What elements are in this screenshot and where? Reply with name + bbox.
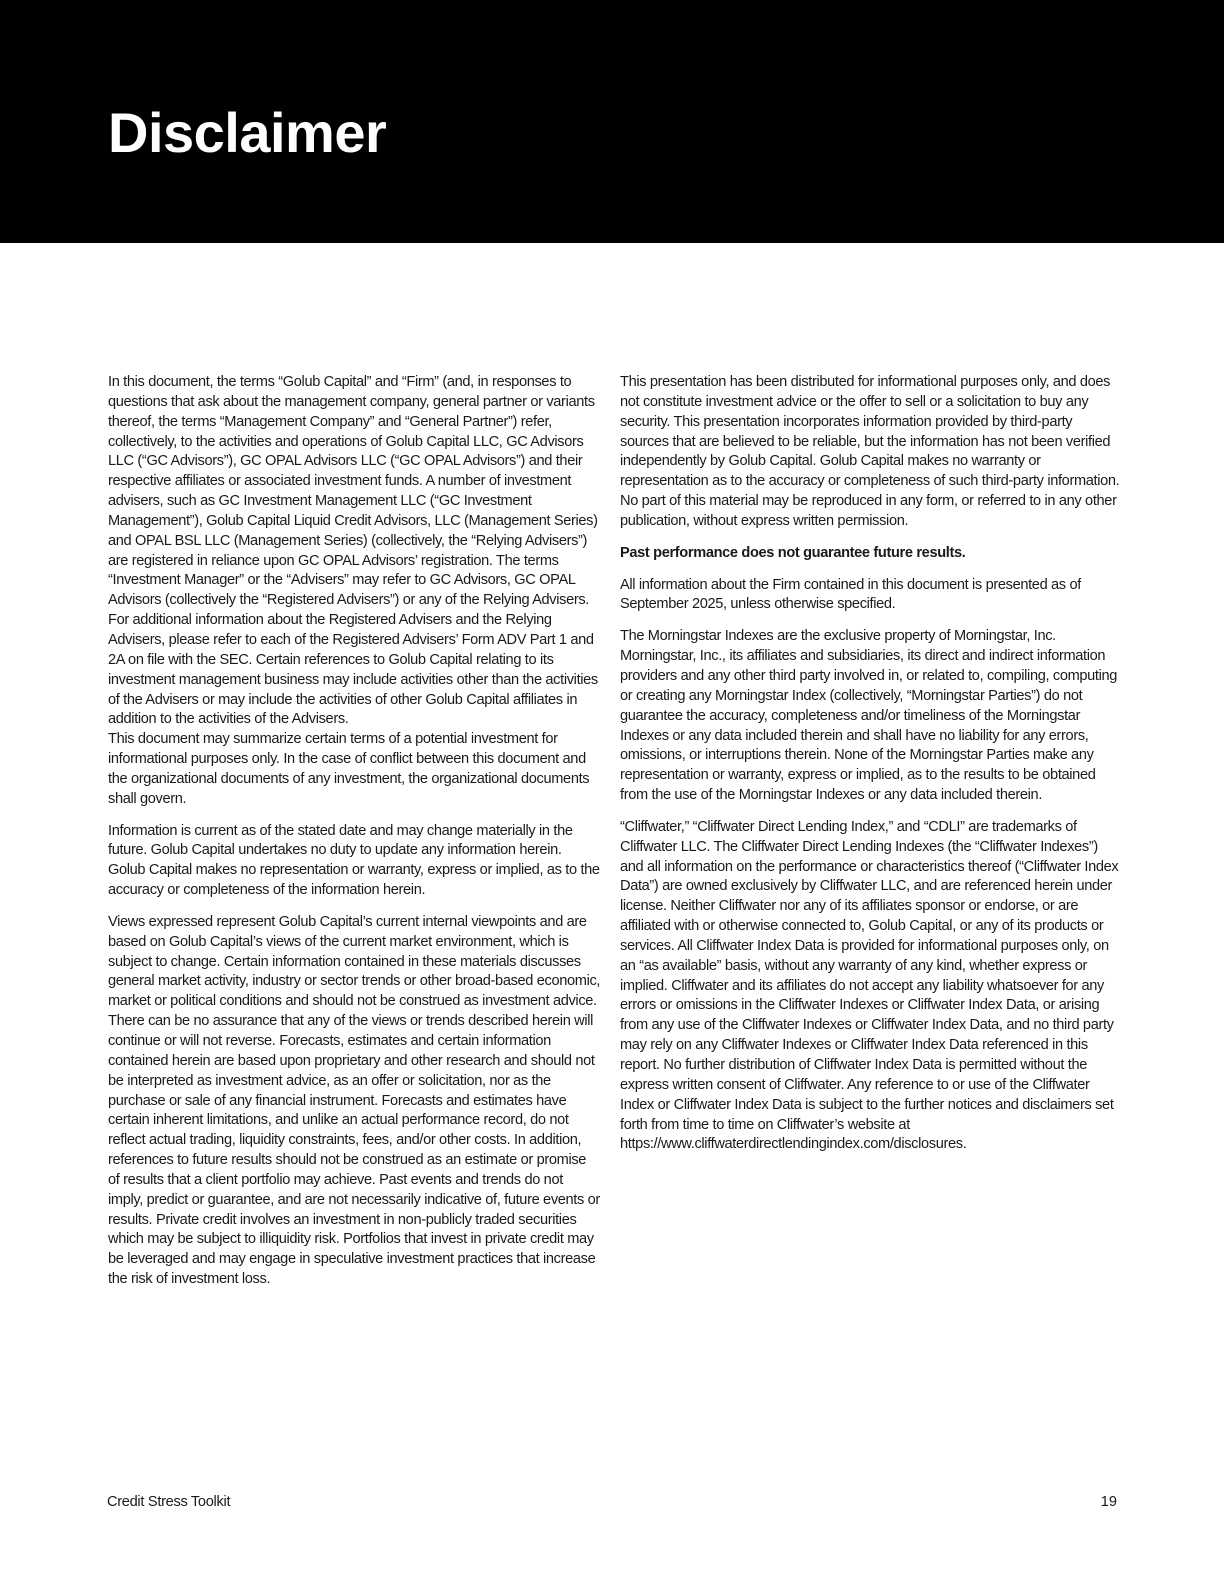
- paragraph-summary-terms: This document may summarize certain terms of a potential investment for informational purposes only. In the case of conflict between this document and the organizational documents of any investment, the organizational documents shall govern.: [108, 731, 590, 807]
- left-column: [108, 373, 601, 1302]
- paragraph-past-performance: Past performance does not guarantee future results.: [620, 544, 966, 561]
- right-column: [620, 373, 1120, 1167]
- paragraph-presentation-distribution: This presentation has been distributed for informational purposes only, and does not constitute investment advice or the offer to sell or a solicitation to buy any security. This presentation incorporates information provided by third-party sources that are believed to be reliable, but the information has not been verified independently by Golub Capital. Golub Capital makes no warranty or representation as to the accuracy or completeness of such third-party information. No part of this material may be reproduced in any form, or referred to in any other publication, without express written permission.: [620, 374, 1120, 529]
- paragraph-golub-capital-terms: In this document, the terms “Golub Capital” and “Firm” (and, in responses to questions that ask about the management company, general partner or variants thereof, the terms “Management Company” and “General Partner”) refer, collectively, to the activities and operations of Golub Capital LLC, GC Advisors LLC (“GC Advisors”), GC OPAL Advisors LLC (“GC OPAL Advisors”) and their respective affiliates or associated investment funds. A number of investment advisers, such as GC Investment Management LLC (“GC Investment Management”), Golub Capital Liquid Credit Advisors, LLC (Management Series) and OPAL BSL LLC (Management Series) (collectively, the “Relying Advisers”) are registered in reliance upon GC OPAL Advisors’ registration. The terms “Investment Manager” or the “Advisers” may refer to GC Advisors, GC OPAL Advisors (collectively the “Registered Advisers”) or any of the Relying Advisers. For additional information about the Registered Advisers and the Relying Advisers, please refer to each of the Registered Advisers’ Form ADV Part 1 and 2A on file with the SEC. Certain references to Golub Capital relating to its investment management business may include activities other than the activities of the Advisers or may include the activities of other Golub Capital affiliates in addition to the activities of the Advisers.: [108, 374, 598, 728]
- paragraph-cliffwater-indexes: “Cliffwater,” “Cliffwater Direct Lending Index,” and “CDLI” are trademarks of Cliffwater LLC. The Cliffwater Direct Lending Indexes (the “Cliffwater Indexes”) and all information on the performance or characteristics thereof (“Cliffwater Index Data”) are owned exclusively by Cliffwater LLC, and are referenced herein under license. Neither Cliffwater nor any of its affiliates sponsor or endorse, or are affiliated with or otherwise connected to, Golub Capital, or any of its products or services. All Cliffwater Index Data is provided for informational purposes only, on an “as available” basis, without any warranty of any kind, whether express or implied. Cliffwater and its affiliates do not accept any liability whatsoever for any errors or omissions in the Cliffwater Indexes or Cliffwater Index Data, or arising from any use of the Cliffwater Indexes or Cliffwater Index Data, and no third party may rely on any Cliffwater Indexes or Cliffwater Index Data referenced in this report. No further distribution of Cliffwater Index Data is permitted without the express written consent of Cliffwater. Any reference to or use of the Cliffwater Index or Cliffwater Index Data is subject to the further notices and disclaimers set forth from time to time on Cliffwater’s website at https://www.cliffwaterdirectlendingindex.com/disclosures.: [620, 818, 1119, 1153]
- paragraph-information-current: Information is current as of the stated date and may change materially in the future. Golub Capital undertakes no duty to update any information herein. Golub Capital makes no representation or warranty, express or implied, as to the accuracy or completeness of the information herein.: [108, 822, 600, 899]
- paragraph-views-expressed: Views expressed represent Golub Capital’s current internal viewpoints and are based on Golub Capital’s views of the current market environment, which is subject to change. Certain information contained in these materials discusses general market activity, industry or sector trends or other broad-based economic, market or political conditions and should not be construed as investment advice. There can be no assurance that any of the views or trends described herein will continue or will not reverse. Forecasts, estimates and certain information contained herein are based upon proprietary and other research and should not be interpreted as investment advice, as an offer or solicitation, nor as the purchase or sale of any financial instrument. Forecasts and estimates have certain inherent limitations, and unlike an actual performance record, do not reflect actual trading, liquidity constraints, fees, and/or other costs. In addition, references to future results should not be construed as an estimate or promise of results that a client portfolio may achieve. Past events and trends do not imply, predict or guarantee, and are not necessarily indicative of, future events or results. Private credit involves an investment in non-publicly traded securities which may be subject to illiquidity risk. Portfolios that invest in private credit may be leveraged and may engage in speculative investment practices that increase the risk of investment loss.: [108, 913, 601, 1288]
- page-title: Disclaimer: [108, 101, 387, 164]
- header-band: [0, 0, 1224, 243]
- footer-document-name: Credit Stress Toolkit: [107, 1494, 231, 1510]
- paragraph-morningstar-indexes: The Morningstar Indexes are the exclusive property of Morningstar, Inc. Morningstar, Inc., its affiliates and subsidiaries, its direct and indirect information providers and any other third party involved in, or related to, compiling, computing or creating any Morningstar Index (collectively, “Morningstar Parties”) do not guarantee the accuracy, completeness and/or timeliness of the Morningstar Indexes or any data included therein and shall have no liability for any errors, omissions, or interruptions therein. None of the Morningstar Parties make any representation or warranty, express or implied, as to the results to be obtained from the use of the Morningstar Indexes or any data included therein.: [620, 628, 1118, 804]
- footer-page-number: 19: [1100, 1494, 1117, 1510]
- paragraph-firm-information-date: All information about the Firm contained in this document is presented as of September 2025, unless otherwise specified.: [620, 576, 1081, 613]
